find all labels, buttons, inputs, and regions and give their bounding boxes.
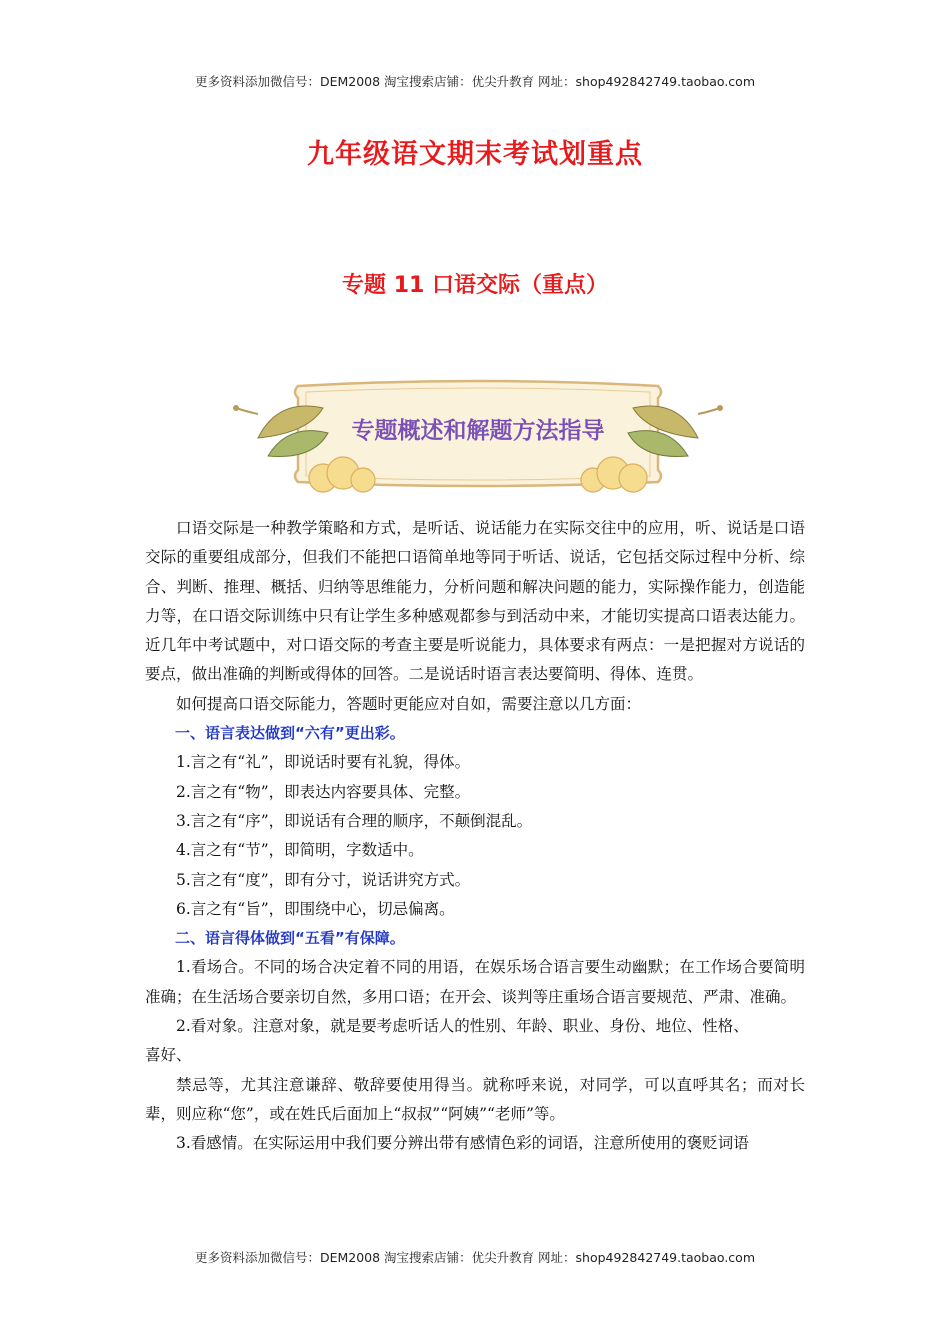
body-text: [145, 514, 805, 1159]
paragraph: 禁忌等，尤其注意谦辞、敬辞要使用得当。就称呼来说，对同学，可以直呼其名；而对长辈，则应称“您”，或在姓氏后面加上“叔叔”“阿姨”“老师”等。: [145, 1075, 805, 1123]
paragraph: 喜好、: [145, 1046, 192, 1065]
list-item: 1.言之有“礼”，即说话时要有礼貌，得体。: [176, 753, 471, 772]
list-item: 5.言之有“度”，即有分寸，说话讲究方式。: [176, 870, 471, 889]
paragraph: 1.看场合。不同的场合决定着不同的用语，在娱乐场合语言要生动幽默；在工作场合要简明准确；在生活场合要亲切自然，多用口语；在开会、谈判等庄重场合语言要规范、严肃、准确。: [145, 958, 805, 1006]
paragraph: 如何提高口语交际能力，答题时更能应对自如，需要注意以几方面：: [176, 694, 642, 713]
list-item: 4.言之有“节”，即简明，字数适中。: [176, 841, 424, 860]
page-footer: 更多资料添加微信号：DEM2008 淘宝搜索店铺：优尖升教育 网址：shop492842749.taobao.com: [194, 1250, 756, 1265]
topic-subtitle: 专题 11 口语交际（重点）: [342, 273, 608, 298]
list-item: 2.言之有“物”，即表达内容要具体、完整。: [176, 782, 471, 801]
document-title: 九年级语文期末考试划重点: [307, 139, 643, 170]
paragraph: 3.看感情。在实际运用中我们要分辨出带有感情色彩的词语，注意所使用的褒贬词语: [176, 1134, 749, 1153]
paragraph: 口语交际是一种教学策略和方式，是听话、说话能力在实际交往中的应用，听、说话是口语交际的重要组成部分，但我们不能把口语简单地等同于听话、说话，它包括交际过程中分析、综合、判断、推理、概括、归纳等思维能力，分析问题和解决问题的能力，实际操作能力，创造能力等，在口语交际训练中只有让学生多种感观都参与到活动中来，才能切实提高口语表达能力。近几年中考试题中，对口语交际的考查主要是听说能力，具体要求有两点：一是把握对方说话的要点，做出准确的判断或得体的回答。二是说话时语言表达要简明、得体、连贯。: [145, 519, 805, 684]
list-item: 6.言之有“旨”，即围绕中心，切忌偏离。: [176, 899, 455, 918]
page-header: 更多资料添加微信号：DEM2008 淘宝搜索店铺：优尖升教育 网址：shop492842749.taobao.com: [194, 74, 756, 89]
paragraph: 2.看对象。注意对象，就是要考虑听话人的性别、年龄、职业、身份、地位、性格、: [176, 1017, 749, 1036]
section-heading: 二、语言得体做到“五看”有保障。: [175, 929, 405, 948]
section-heading: 一、语言表达做到“六有”更出彩。: [175, 724, 405, 743]
list-item: 3.言之有“序”，即说话有合理的顺序，不颠倒混乱。: [176, 811, 533, 830]
banner-heading: 专题概述和解题方法指导: [351, 418, 605, 444]
